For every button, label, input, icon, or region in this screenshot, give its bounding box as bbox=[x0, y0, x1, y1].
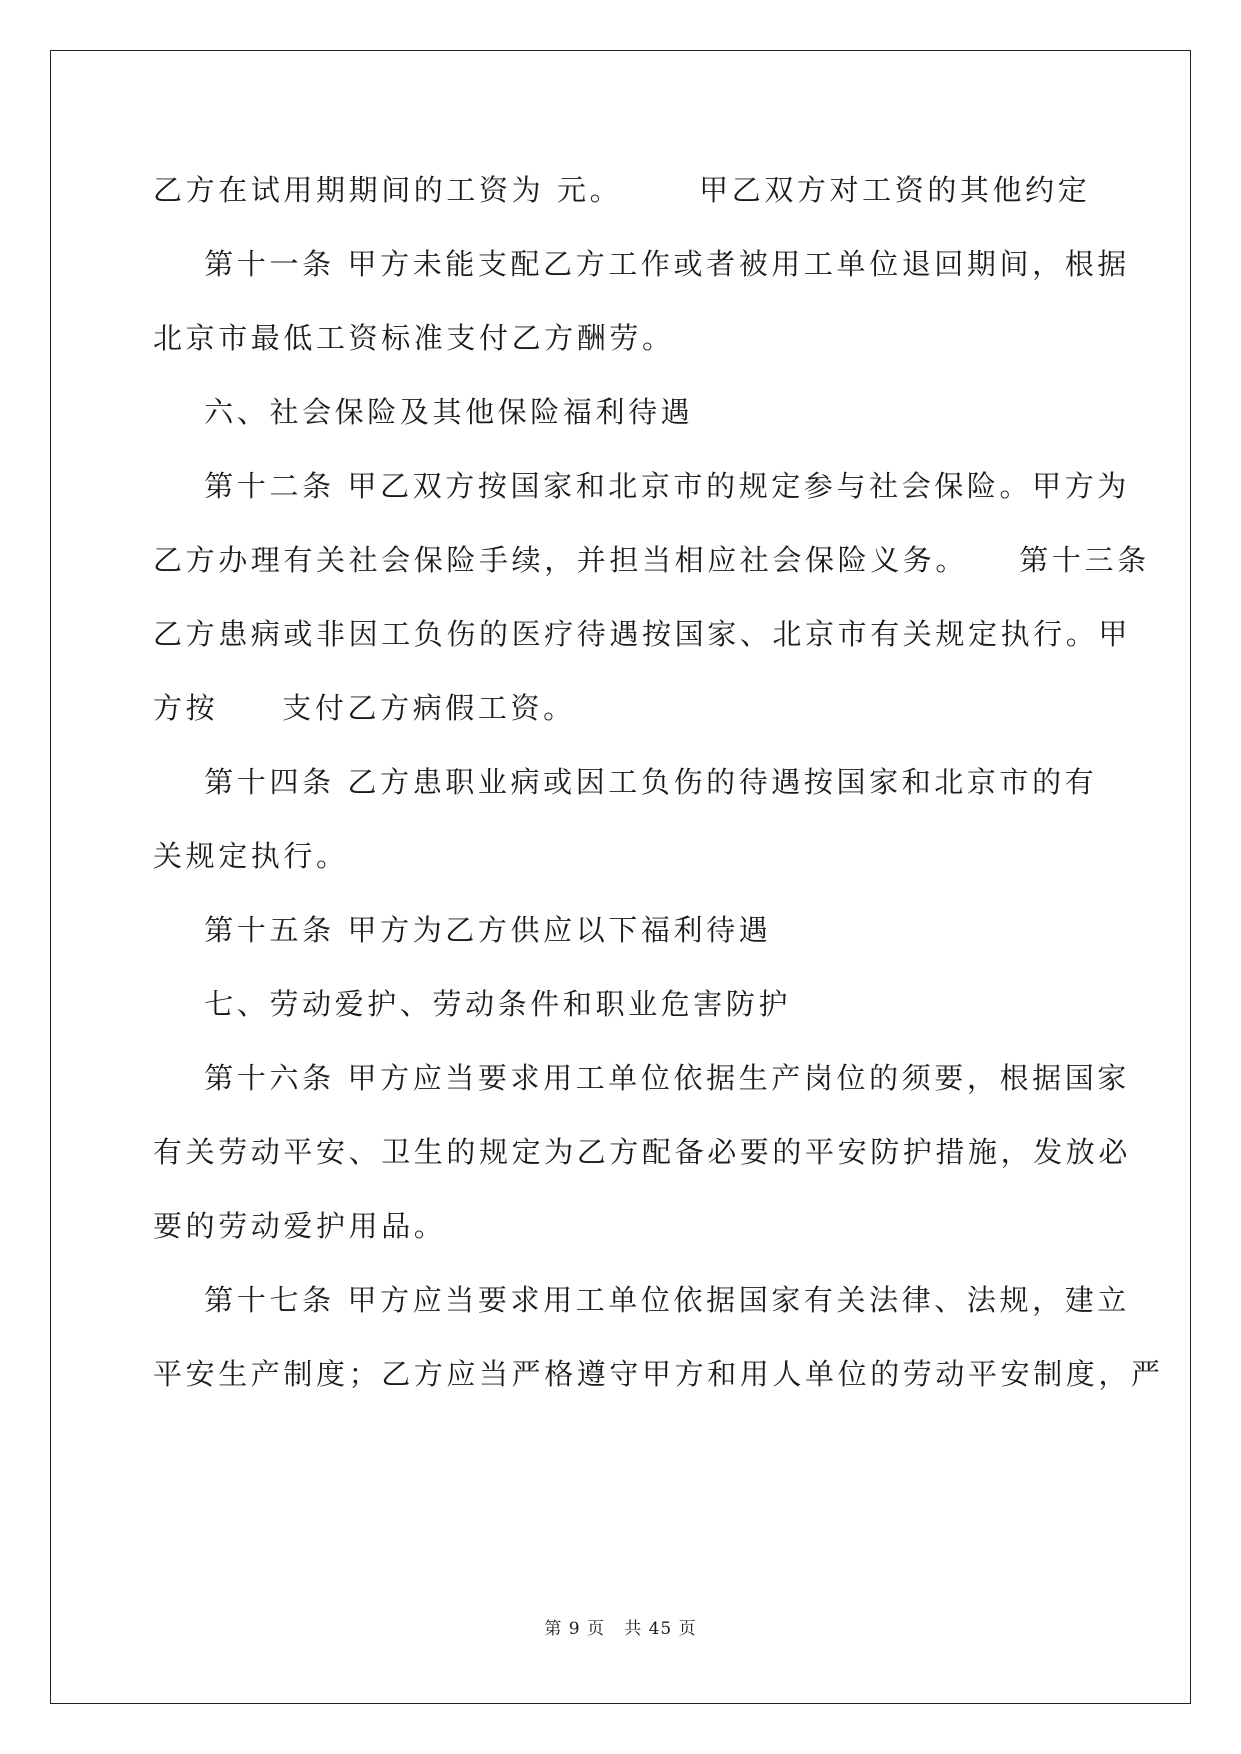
text-line: 乙方患病或非因工负伤的医疗待遇按国家、北京市有关规定执行。甲 bbox=[153, 617, 1132, 651]
text-line: 第十四条 乙方患职业病或因工负伤的待遇按国家和北京市的有 bbox=[153, 765, 1098, 799]
text-line: 第十六条 甲方应当要求用工单位依据生产岗位的须要，根据国家 bbox=[153, 1061, 1130, 1095]
text-line: 关规定执行。 bbox=[153, 839, 349, 873]
text-line: 第十七条 甲方应当要求用工单位依据国家有关法律、法规，建立 bbox=[153, 1283, 1130, 1317]
text-line: 第十五条 甲方为乙方供应以下福利待遇 bbox=[153, 913, 772, 947]
text-line: 乙方在试用期期间的工资为 元。 甲乙双方对工资的其他约定 bbox=[153, 173, 1091, 207]
text-line: 方按 支付乙方病假工资。 bbox=[153, 691, 576, 725]
text-line: 第十一条 甲方未能支配乙方工作或者被用工单位退回期间，根据 bbox=[153, 247, 1130, 281]
text-line: 要的劳动爱护用品。 bbox=[153, 1209, 447, 1243]
section-heading: 七、劳动爱护、劳动条件和职业危害防护 bbox=[153, 987, 792, 1021]
section-heading: 六、社会保险及其他保险福利待遇 bbox=[153, 395, 694, 429]
page-number: 第 9 页 共 45 页 bbox=[544, 1619, 697, 1639]
page-border bbox=[50, 50, 1191, 1704]
text-line: 北京市最低工资标准支付乙方酬劳。 bbox=[153, 321, 675, 355]
text-line: 平安生产制度；乙方应当严格遵守甲方和用人单位的劳动平安制度，严 bbox=[153, 1357, 1164, 1391]
text-line: 第十二条 甲乙双方按国家和北京市的规定参与社会保险。甲方为 bbox=[153, 469, 1130, 503]
text-line: 有关劳动平安、卫生的规定为乙方配备必要的平安防护措施，发放必 bbox=[153, 1135, 1132, 1169]
text-line: 乙方办理有关社会保险手续，并担当相应社会保险义务。 第十三条 bbox=[153, 543, 1150, 577]
